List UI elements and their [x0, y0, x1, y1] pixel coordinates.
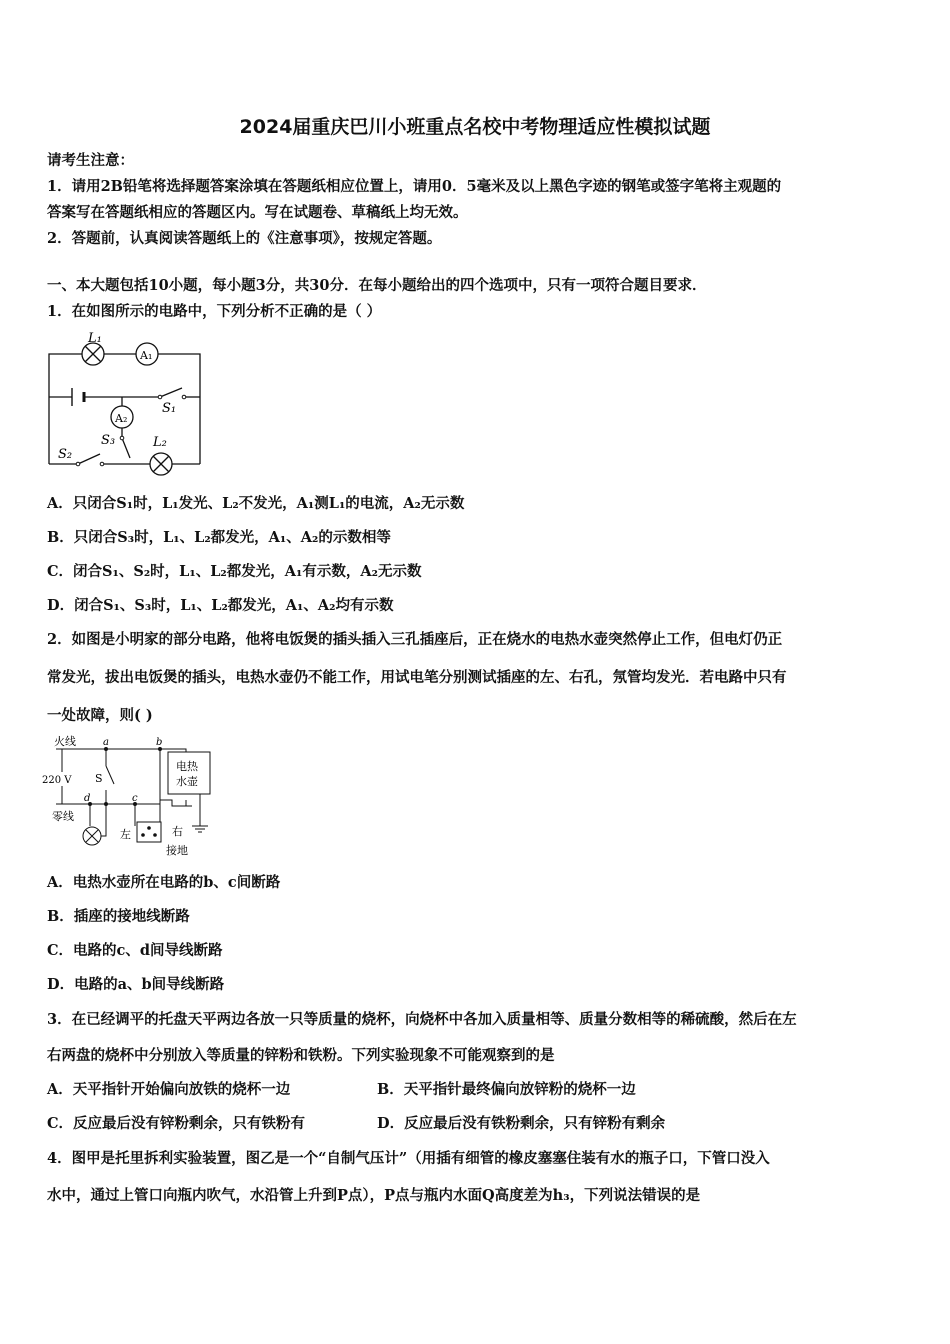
q1-option-a: A．只闭合S₁时，L₁发光、L₂不发光，A₁测L₁的电流，A₂无示数 [47, 495, 465, 512]
label-left-hole: 左 [120, 828, 131, 841]
label-right-hole: 右 [172, 825, 183, 838]
q3-option-c: C．反应最后没有锌粉剩余，只有铁粉有 [47, 1115, 306, 1132]
label-l2: L₂ [153, 435, 167, 450]
q2-household-circuit-diagram [40, 734, 220, 862]
q2-option-a: A．电热水壶所在电路的b、c间断路 [47, 874, 281, 891]
label-kettle-1: 电热 [176, 760, 198, 773]
label-l1: L₁ [88, 331, 102, 346]
q4-line-2: 水中，通过上管口向瓶内吹气，水沿管上升到P点），P点与瓶内水面Q高度差为h₃，下列说法错误的是 [47, 1187, 701, 1204]
label-a2: A₂ [115, 412, 128, 425]
lamp-l1-icon [82, 343, 104, 365]
q1-stem: 1．在如图所示的电路中，下列分析不正确的是（ ） [47, 303, 382, 320]
label-ground: 接地 [166, 844, 188, 857]
label-s3: S₃ [101, 433, 116, 448]
lamp-icon [83, 827, 101, 845]
label-d: d [84, 793, 91, 804]
q1-circuit-diagram [44, 330, 206, 476]
q4-line-1: 4．图甲是托里拆利实验装置，图乙是一个“自制气压计”（用插有细管的橡皮塞塞住装有水的瓶子口，下管口没入 [47, 1150, 770, 1167]
notice-line-2: 答案写在答题纸相应的答题区内。写在试题卷、草稿纸上均无效。 [47, 204, 468, 221]
notice-line-3: 2．答题前，认真阅读答题纸上的《注意事项》，按规定答题。 [47, 230, 442, 247]
socket-icon [137, 822, 161, 842]
label-kettle-2: 水壶 [176, 775, 198, 788]
q1-option-b: B．只闭合S₃时，L₁、L₂都发光，A₁、A₂的示数相等 [47, 529, 391, 546]
q3-line-2: 右两盘的烧杯中分别放入等质量的锌粉和铁粉。下列实验现象不可能观察到的是 [47, 1047, 555, 1064]
label-a1: A₁ [140, 349, 153, 362]
lamp-l2-icon [150, 453, 172, 475]
q1-option-c: C．闭合S₁、S₂时，L₁、L₂都发光，A₁有示数，A₂无示数 [47, 563, 422, 580]
q3-line-1: 3．在已经调平的托盘天平两边各放一只等质量的烧杯，向烧杯中各加入质量相等、质量分数相等的稀硫酸，然后在左 [47, 1011, 797, 1028]
label-s1: S₁ [162, 401, 177, 416]
q2-line-2: 常发光，拔出电饭煲的插头，电热水壶仍不能工作，用试电笔分别测试插座的左、右孔，氖管均发光．若电路中只有 [47, 669, 787, 686]
page-title: 2024届重庆巴川小班重点名校中考物理适应性模拟试题 [239, 116, 711, 138]
q2-line-3: 一处故障，则( ) [47, 707, 153, 724]
label-s2: S₂ [58, 447, 73, 462]
label-live-wire: 火线 [54, 735, 76, 748]
notice-heading: 请考生注意： [47, 152, 134, 169]
q2-option-c: C．电路的c、d间导线断路 [47, 942, 223, 959]
q3-option-d: D．反应最后没有铁粉剩余，只有锌粉有剩余 [377, 1115, 666, 1132]
section-heading: 一、本大题包括10小题，每小题3分，共30分．在每小题给出的四个选项中，只有一项符合题目要求． [47, 277, 707, 294]
label-c: c [132, 793, 138, 804]
q2-line-1: 2．如图是小明家的部分电路，他将电饭煲的插头插入三孔插座后，正在烧水的电热水壶突然停止工作，但电灯仍正 [47, 631, 783, 648]
label-switch-s: S [95, 772, 103, 785]
q3-option-b: B．天平指针最终偏向放锌粉的烧杯一边 [377, 1081, 636, 1098]
notice-line-1: 1．请用2B铅笔将选择题答案涂填在答题纸相应位置上，请用0．5毫米及以上黑色字迹的钢笔或签字笔将主观题的 [47, 178, 782, 195]
label-b: b [156, 737, 163, 748]
label-neutral-wire: 零线 [52, 810, 74, 823]
label-a: a [103, 737, 109, 748]
label-voltage: 220 V [42, 775, 72, 786]
q2-option-d: D．电路的a、b间导线断路 [47, 976, 225, 993]
q3-option-a: A．天平指针开始偏向放铁的烧杯一边 [47, 1081, 291, 1098]
q1-option-d: D．闭合S₁、S₃时，L₁、L₂都发光，A₁、A₂均有示数 [47, 597, 394, 614]
q2-option-b: B．插座的接地线断路 [47, 908, 190, 925]
